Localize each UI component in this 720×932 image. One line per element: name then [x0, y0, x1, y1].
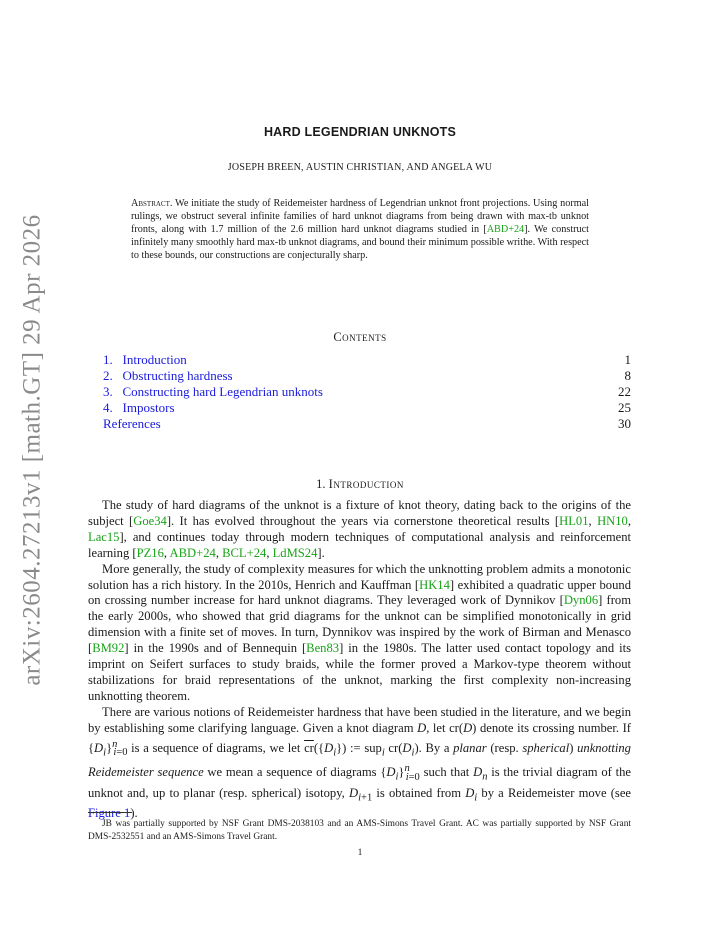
citation-link[interactable]: Goe34: [133, 513, 167, 528]
paragraph: There are various notions of Reidemeister hardness that have been studied in the literature, and we begin by establishing some clarifying language. Given a knot diagram D, let cr(D) denote its crossing number. If $\{D_i\}^n_{i=0}$ is a sequence of diagrams, we let $\overline{cr}(\{D_i\})$ := sup$_i$ $cr(D_i)$. By a planar (resp. spherical) unknotting Reidemeister sequence we mean a sequence of diagrams $\{D_i\}^n_{i=0}$ such that $D_n$ is the trivial diagram of the unknot and, up to planar (resp. spherical) isotopy, $D_{i+1}$ is obtained from $D_i$ by a Reidemeister move (see Figure 1).: [88, 704, 632, 821]
toc-entry-impostors[interactable]: [103, 400, 631, 416]
toc-entry-label: Constructing hard Legendrian unknots: [122, 384, 323, 399]
toc-entry-label: Impostors: [122, 400, 175, 415]
citation-link[interactable]: BM92: [92, 641, 125, 656]
citation-link[interactable]: PZ16: [136, 545, 164, 560]
arxiv-sidebar-stamp: [10, 214, 56, 686]
toc-entry-constructing[interactable]: [103, 384, 631, 400]
toc-entry-label: References: [103, 416, 161, 431]
citation-link[interactable]: Dyn06: [563, 593, 599, 608]
toc-entry-number: 2.: [103, 368, 113, 383]
toc-entry-page: 22: [618, 384, 631, 399]
toc-entry-page: 1: [624, 352, 631, 367]
toc-entry-page: 25: [618, 400, 631, 415]
paper-authors: JOSEPH BREEN, AUSTIN CHRISTIAN, AND ANGELA WU: [227, 162, 493, 173]
toc-entry-label: Introduction: [122, 352, 187, 367]
toc-entry-page: 30: [618, 416, 631, 431]
body-text: [88, 498, 631, 822]
figure-link[interactable]: Figure 1: [88, 806, 131, 821]
table-of-contents: [103, 352, 631, 432]
paragraph: More generally, the study of complexity measures for which the unknotting problem admits a monotonic solution has a rich history. In the 2010s, Henrich and Kauffman [HK14] exhibited a quadratic upper bound on crossing number increase for hard unknot diagrams. They leveraged work of Dynnikov [Dyn06] from the early 2000s, who showed that grid diagrams for the unknot can be simplified monotonically in grid dimension with a finite set of moves. In turn, Dynnikov was inspired by the work of Birman and Menasco [BM92] in the 1990s and of Bennequin [Ben83] in the 1980s. The latter used contact topology and its imprint on Seifert surfaces to study braids, while the former proved a Markov-type theorem without stabilizations for braid representations of the unknot, marking the first complexity non-increasing unknotting theorem.: [88, 561, 632, 703]
arxiv-id: arXiv:2604.27213v1 [math.GT] 29 Apr 2026: [19, 214, 46, 686]
toc-entry-references[interactable]: [103, 416, 631, 432]
section-heading: [0, 477, 720, 492]
abstract-text: ]. We construct infinitely many smoothly hard max-tb unknot diagrams, and bound their minimum possible writhe. With respect to these bounds, our constructions are conjecturally sharp.: [131, 224, 589, 261]
toc-entry-label: Obstructing hardness: [122, 368, 233, 383]
toc-entry-obstructing-hardness[interactable]: [103, 368, 631, 384]
footnote: JB was partially supported by NSF Grant DMS-2038103 and an AMS-Simons Travel Grant. AC was partially supported by NSF Grant DMS-2532551 and an AMS-Simons Travel Grant.: [88, 819, 631, 842]
citation-link[interactable]: BCL+24: [222, 545, 267, 560]
citation-link[interactable]: Ben83: [306, 641, 340, 656]
abstract: [131, 197, 589, 262]
abstract-text: We initiate the study of Reidemeister hardness of Legendrian unknot front projections. Using normal rulings, we obstruct several infinite families of hard unknot diagrams from being drawn with max-tb unknot fronts, along with 1.7 million of the 2.6 million hard unknot diagrams studied in [: [131, 198, 589, 235]
paper-title: HARD LEGENDRIAN UNKNOTS: [263, 125, 457, 139]
citation-link[interactable]: Lac15: [88, 529, 120, 544]
abstract-label: Abstract.: [131, 198, 173, 209]
section-number: 1.: [316, 477, 326, 491]
paragraph: The study of hard diagrams of the unknot is a fixture of knot theory, dating back to the origins of the subject [Goe34]. It has evolved throughout the years via cornerstone theoretical results [HL01, HN10, Lac15], and continues today through modern techniques of computational analysis and reinforcement learning [PZ16, ABD+24, BCL+24, LdMS24].: [88, 498, 632, 560]
citation-link[interactable]: HN10: [597, 513, 628, 528]
toc-entry-number: 4.: [103, 400, 113, 415]
citation-link[interactable]: HK14: [419, 577, 450, 592]
citation-link[interactable]: ABD+24: [486, 224, 525, 235]
toc-entry-number: 1.: [103, 352, 113, 367]
section-title: Introduction: [328, 477, 404, 491]
toc-entry-page: 8: [624, 368, 631, 383]
citation-link[interactable]: ABD+24: [169, 545, 216, 560]
citation-link[interactable]: LdMS24: [272, 545, 318, 560]
footnote-rule: [88, 812, 132, 813]
page-number: 1: [357, 848, 363, 858]
toc-entry-number: 3.: [103, 384, 113, 399]
toc-title: Contents: [333, 330, 387, 344]
toc-entry-introduction[interactable]: [103, 352, 631, 368]
citation-link[interactable]: HL01: [559, 513, 589, 528]
